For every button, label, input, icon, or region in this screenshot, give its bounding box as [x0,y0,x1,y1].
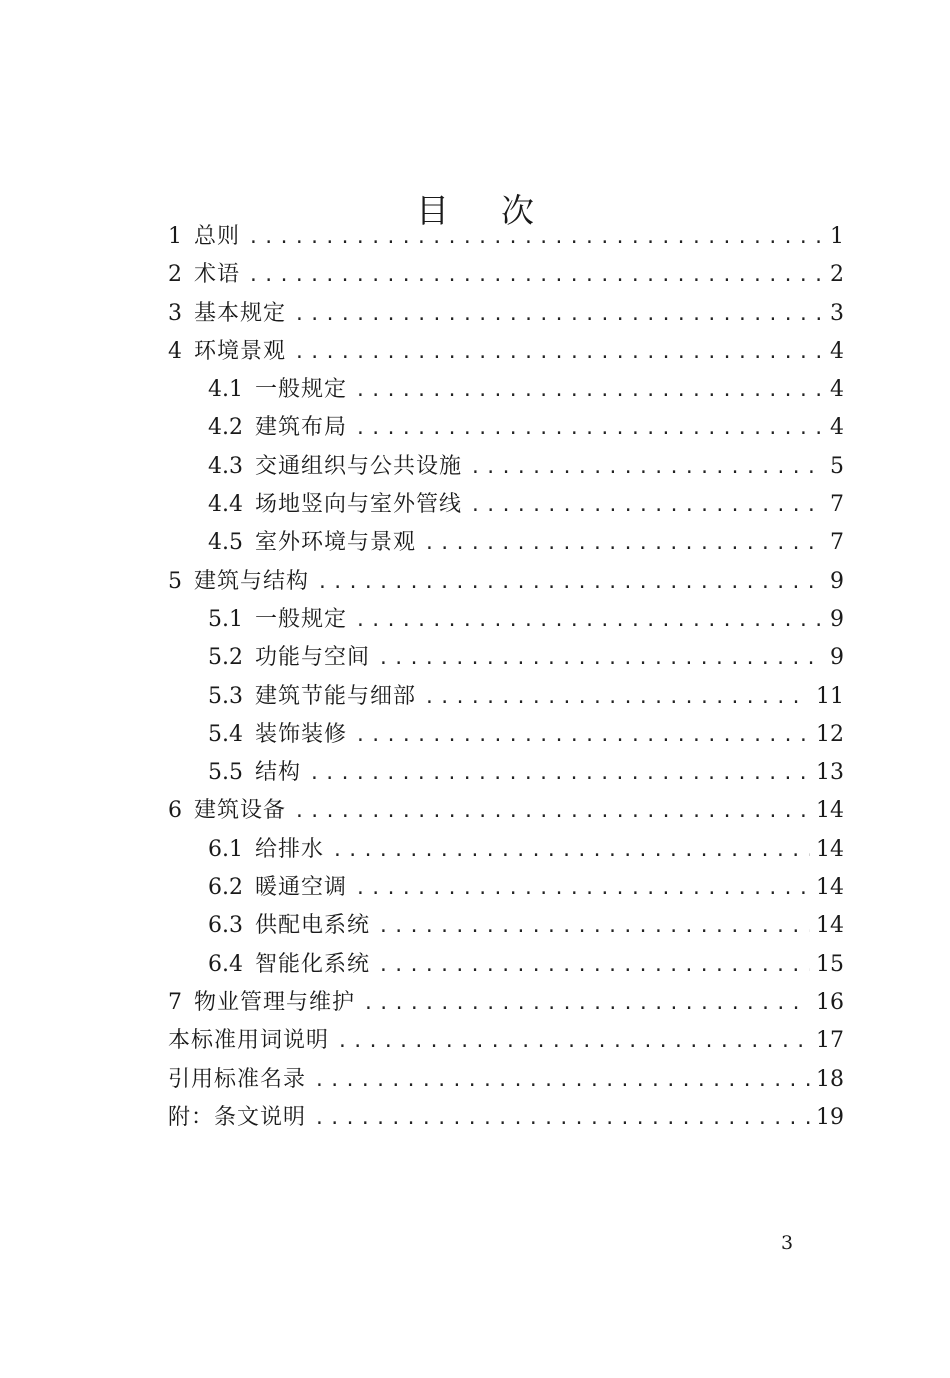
toc-entry[interactable] [168,563,844,601]
toc-entry[interactable] [168,524,844,562]
toc-dot-leader [378,947,810,984]
toc-entry-page: 14 [816,798,844,824]
toc-entry-number: 4.2 [208,415,243,441]
toc-entry-page: 4 [830,338,844,364]
toc-entry-number: 5.2 [208,645,243,671]
toc-entry-page: 12 [816,721,844,747]
toc-entry[interactable] [168,716,844,754]
toc-entry-page: 4 [830,415,844,441]
toc-entry-page: 16 [816,989,844,1015]
toc-entry-label: 交通组织与公共设施 [255,453,463,479]
toc-dot-leader [337,1023,810,1060]
toc-dot-leader [314,1062,810,1099]
page-title-part-1: 目 [416,191,449,231]
toc-entry[interactable] [168,869,844,907]
toc-dot-leader [424,679,810,716]
page-number: 3 [780,1232,794,1254]
toc-entry-page: 14 [816,836,844,862]
toc-entry-label: 一般规定 [255,377,348,403]
toc-entry-number: 5.4 [208,721,243,747]
toc-entry-page: 18 [816,1066,844,1092]
toc-entry[interactable] [168,295,844,333]
toc-entry-label: 建筑布局 [255,415,348,441]
toc-entry-number: 5.3 [208,683,243,709]
toc-dot-leader [470,449,824,486]
toc-entry-page: 13 [816,760,844,786]
toc-entry-number: 6.3 [208,913,243,939]
toc-dot-leader [424,525,824,562]
toc-entry-label: 装饰装修 [255,721,348,747]
toc-entry[interactable] [168,1099,844,1137]
toc-dot-leader [470,487,824,524]
toc-entry-number: 1 [168,224,182,249]
toc-entry-label: 建筑设备 [194,798,287,824]
toc-entry-page: 7 [830,530,844,556]
toc-dot-leader [317,564,824,601]
toc-dot-leader [309,755,810,792]
toc-dot-leader [248,219,824,256]
toc-entry-label: 场地竖向与室外管线 [255,492,463,518]
toc-entry-label: 功能与空间 [255,645,371,671]
toc-entry-page: 7 [830,492,844,518]
toc-entry-page: 14 [816,913,844,939]
toc-entry[interactable] [168,946,844,984]
toc-entry-label: 结构 [255,760,302,786]
toc-entry[interactable] [168,678,844,716]
toc-entry-label: 环境景观 [194,338,287,364]
toc-entry-page: 14 [816,875,844,901]
toc-entry-label: 总则 [194,224,241,249]
toc-entry[interactable] [168,907,844,945]
toc-entry-page: 9 [830,606,844,632]
toc-entry-number: 6.1 [208,836,243,862]
toc-entry-number: 4.1 [208,377,243,403]
toc-entry[interactable] [168,448,844,486]
toc-dot-leader [355,602,824,639]
toc-entry[interactable] [168,601,844,639]
toc-entry-label: 供配电系统 [255,913,371,939]
toc-entry-page: 9 [830,645,844,671]
toc-entry-number: 5.1 [208,606,243,632]
toc-entry[interactable] [168,486,844,524]
toc-dot-leader [294,296,824,333]
toc-entry[interactable] [168,754,844,792]
toc-entry[interactable] [168,409,844,447]
toc-entry-label: 室外环境与景观 [255,530,417,556]
toc-dot-leader [355,410,824,447]
toc-entry[interactable] [168,1022,844,1060]
toc-entry[interactable] [168,984,844,1022]
toc-entry-page: 1 [830,224,844,249]
toc-entry[interactable] [168,1061,844,1099]
toc-entry[interactable] [168,333,844,371]
toc-entry-page: 9 [830,568,844,594]
toc-entry[interactable] [168,256,844,294]
toc-dot-leader [355,717,810,754]
toc-entry-number: 6 [168,798,182,824]
toc-entry-label: 物业管理与维护 [194,989,356,1015]
toc-entry-number: 4.3 [208,453,243,479]
toc-dot-leader [378,640,824,677]
toc-entry-page: 17 [816,1028,844,1054]
toc-entry-label: 术语 [194,262,241,288]
toc-entry[interactable] [168,639,844,677]
toc-entry-label: 基本规定 [194,300,287,326]
toc-entry-label: 引用标准名录 [168,1066,307,1092]
toc-entry[interactable] [168,218,844,256]
toc-entry-number: 4.4 [208,492,243,518]
toc-entry[interactable] [168,831,844,869]
toc-entry-page: 15 [816,951,844,977]
toc-dot-leader [294,793,810,830]
toc-entry-number: 5 [168,568,182,594]
toc-entry-label: 附：条文说明 [168,1104,307,1130]
toc-entry-label: 一般规定 [255,606,348,632]
table-of-contents [168,218,844,1137]
toc-entry-label: 给排水 [255,836,325,862]
toc-entry-page: 19 [816,1104,844,1130]
toc-entry-number: 5.5 [208,760,243,786]
toc-dot-leader [332,832,810,869]
toc-entry-page: 2 [830,262,844,288]
toc-entry[interactable] [168,792,844,830]
page-title-part-2: 次 [501,191,534,231]
toc-dot-leader [378,908,810,945]
toc-entry-label: 暖通空调 [255,875,348,901]
toc-entry[interactable] [168,371,844,409]
toc-entry-label: 本标准用词说明 [168,1028,330,1054]
toc-entry-page: 3 [830,300,844,326]
toc-entry-number: 6.2 [208,875,243,901]
toc-dot-leader [355,372,824,409]
toc-dot-leader [248,257,824,294]
toc-entry-number: 4 [168,338,182,364]
toc-entry-label: 智能化系统 [255,951,371,977]
toc-entry-number: 2 [168,262,182,288]
toc-dot-leader [314,1100,810,1137]
toc-entry-page: 11 [816,683,844,709]
toc-dot-leader [294,334,824,371]
toc-entry-label: 建筑节能与细部 [255,683,417,709]
toc-entry-label: 建筑与结构 [194,568,310,594]
toc-entry-page: 4 [830,377,844,403]
toc-entry-page: 5 [830,453,844,479]
toc-dot-leader [363,985,810,1022]
toc-entry-number: 6.4 [208,951,243,977]
toc-entry-number: 7 [168,989,182,1015]
toc-dot-leader [355,870,810,907]
toc-entry-number: 3 [168,300,182,326]
toc-entry-number: 4.5 [208,530,243,556]
